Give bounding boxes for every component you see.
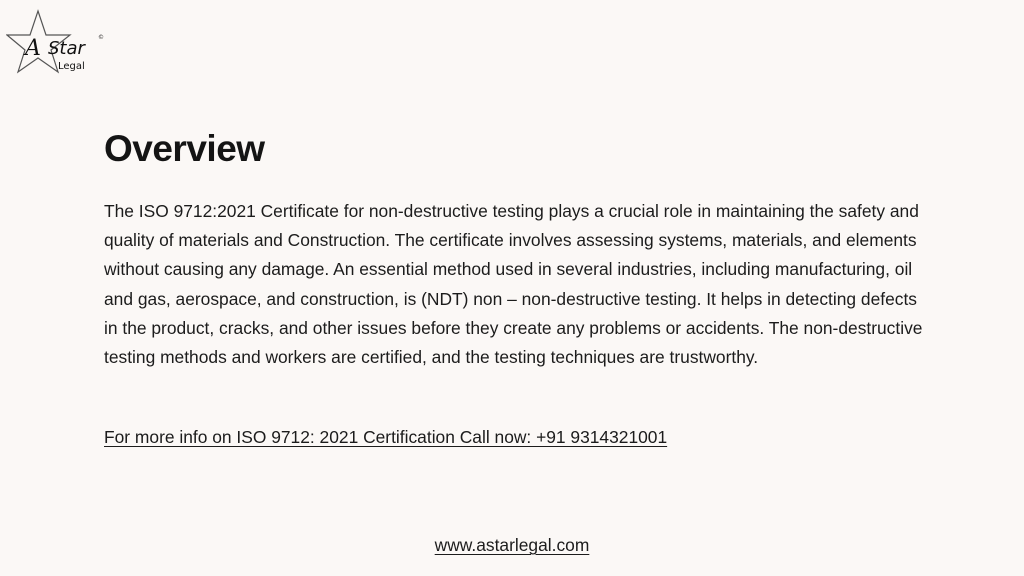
logo-letter-a: A	[25, 36, 41, 61]
footer	[0, 533, 1024, 557]
brand-logo	[6, 8, 108, 76]
star-logo-icon	[6, 8, 108, 76]
overview-paragraph: The ISO 9712:2021 Certificate for non-destructive testing plays a crucial role in maintaining the safety and quality of materials and Construction. The certificate involves assessing systems, materials, and elements without causing any damage. An essential method used in several industries, including manufacturing, oil and gas, aerospace, and construction, is (NDT) non – non-destructive testing. It helps in detecting defects in the product, cracks, and other issues before they create any problems or accidents. The non-destructive testing methods and workers are certified, and the testing techniques are trustworthy.	[104, 201, 923, 368]
logo-copyright-symbol: ©	[98, 34, 104, 41]
website-link[interactable]: www.astarlegal.com	[434, 535, 590, 555]
call-now-link[interactable]: For more info on ISO 9712: 2021 Certification Call now: +91 9314321001	[104, 427, 668, 447]
logo-word-star: Star	[48, 38, 85, 59]
page-title: Overview	[104, 128, 265, 169]
logo-word-legal: Legal	[58, 61, 85, 72]
